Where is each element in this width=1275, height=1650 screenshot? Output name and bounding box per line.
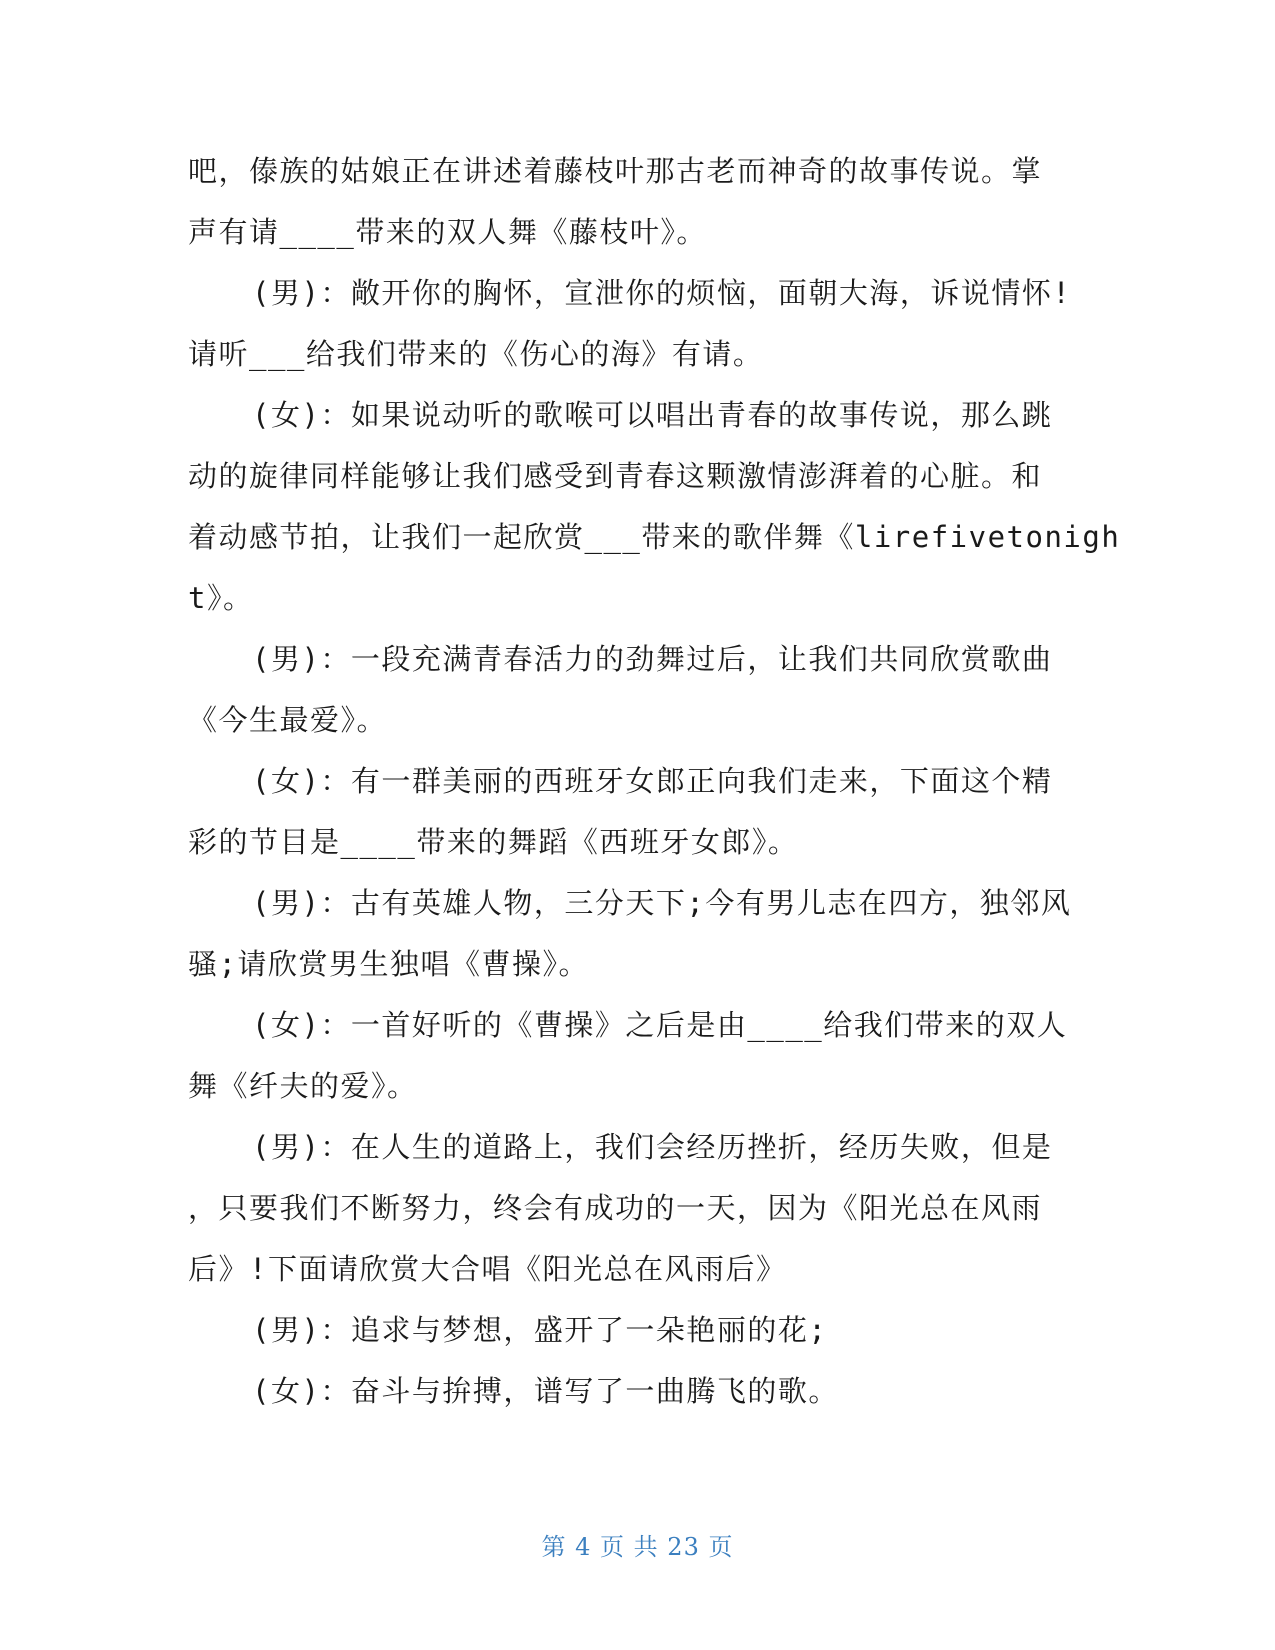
text-line: (女)：有一群美丽的西班牙女郎正向我们走来，下面这个精 — [252, 764, 1053, 798]
text-line: (女)：一首好听的《曹操》之后是由____给我们带来的双人 — [252, 1008, 1068, 1042]
text-line: ，只要我们不断努力，终会有成功的一天，因为《阳光总在风雨 — [188, 1191, 1043, 1225]
text-line: 声有请____带来的双人舞《藤枝叶》。 — [188, 215, 707, 249]
text-line: (男)：敞开你的胸怀，宣泄你的烦恼，面朝大海，诉说情怀! — [252, 276, 1072, 310]
text-line: 《今生最爱》。 — [188, 703, 388, 737]
text-line: 后》!下面请欣赏大合唱《阳光总在风雨后》 — [188, 1252, 787, 1286]
text-line: (女)：如果说动听的歌喉可以唱出青春的故事传说，那么跳 — [252, 398, 1053, 432]
text-line: 请听___给我们带来的《伤心的海》有请。 — [188, 337, 764, 371]
text-line: 骚;请欣赏男生独唱《曹操》。 — [188, 947, 589, 981]
text-line: 动的旋律同样能够让我们感受到青春这颗激情澎湃着的心脏。和 — [188, 459, 1043, 493]
text-line: 彩的节目是____带来的舞蹈《西班牙女郎》。 — [188, 825, 799, 859]
text-line: (男)：古有英雄人物，三分天下;今有男儿志在四方，独邻风 — [252, 886, 1072, 920]
text-line: (男)：一段充满青春活力的劲舞过后，让我们共同欣赏歌曲 — [252, 642, 1053, 676]
text-line: (男)：在人生的道路上，我们会经历挫折，经历失败，但是 — [252, 1130, 1053, 1164]
page-number-footer: 第 4 页 共 23 页 — [541, 1533, 734, 1561]
document-body — [188, 141, 1121, 1422]
text-line: (男)：追求与梦想，盛开了一朵艳丽的花; — [252, 1313, 828, 1347]
text-line: (女)：奋斗与拚搏，谱写了一曲腾飞的歌。 — [252, 1374, 839, 1408]
text-line: 着动感节拍，让我们一起欣赏___带来的歌伴舞《lirefivetonigh — [188, 520, 1121, 554]
text-line: t》。 — [188, 581, 254, 615]
text-line: 吧，傣族的姑娘正在讲述着藤枝叶那古老而神奇的故事传说。掌 — [188, 154, 1043, 188]
text-line: 舞《纤夫的爱》。 — [188, 1069, 418, 1103]
